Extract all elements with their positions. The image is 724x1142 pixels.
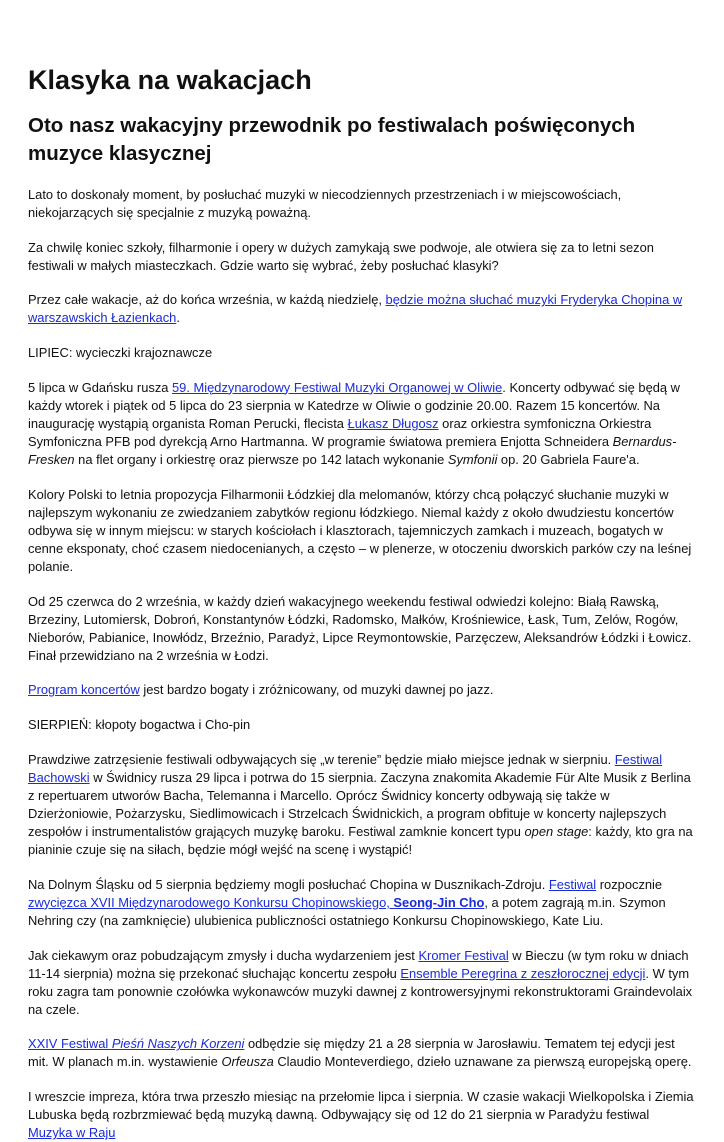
paragraph-intro: Lato to doskonały moment, by posłuchać muzyki w niecodziennych przestrzeniach i w miejscowościach, niekojarzących się specjalnie z muzyką poważną. [28,187,622,221]
paragraph-jaroslaw: XXIV Festiwal Pieśń Naszych Korzeni odbędzie się między 21 a 28 sierpnia w Jarosławiu. Tematem tej edycji jest mit. W planach m.in. wystawienie Orfeusza Claudio Monteverdiego, dzieło uznawane za pierwszą europejską operę. [28,1036,692,1070]
link-konkurs-winner[interactable]: zwycięzca XVII Międzynarodowego Konkursu Chopinowskiego, [28,894,394,910]
paragraph-kromer: Jak ciekawym oraz pobudzającym zmysły i ducha wydarzeniem jest Kromer Festival w Bieczu (w tym roku w dniach 11-14 sierpnia) można się przekonać słuchając koncertu zespołu Ensemble Peregrina z zeszłorocznej edycji. W tym roku zagra tam ponownie czołówka wykonawców muzyki dawnej z kontrowersyjnymi rekonstruktorami Graindevolaix na czele. [28,947,693,1017]
paragraph-program: Program koncertów jest bardzo bogaty i zróżnicowany, od muzyki dawnej po jazz. [28,682,494,698]
link-piesn-naszych-korzeni[interactable]: XXIV Festiwal Pieśń Naszych Korzeni [28,1036,245,1052]
paragraph-oliwa-festival: 5 lipca w Gdańsku rusza 59. Międzynarodowy Festiwal Muzyki Organowej w Oliwie. Koncerty odbywać się będą w każdy wtorek i piątek od 5 lipca do 23 sierpnia w Katedrze w Oliwie o godzinie 20.00. Razem 15 koncertów. Na inaugurację wystąpią organista Roman Perucki, flecista Łukasz Długosz oraz orkiestra symfoniczna Orkiestra Symfoniczna PFB pod dyrekcją Arno Hartmanna. W programie światowa premiera Enjotta Schneidera Bernardus-Fresken na flet organy i orkiestrę oraz pierwsze po 142 latach wykonanie Symfonii op. 20 Gabriela Faure'a. [28,379,680,468]
section-heading-july: LIPIEC: wycieczki krajoznawcze [28,345,213,361]
paragraph-season: Za chwilę koniec szkoły, filharmonie i opery w dużych zamykają swe podwoje, ale otwiera się za to letni sezon festiwali w małych miasteczkach. Gdzie warto się wybrać, żeby posłuchać klasyki? [28,239,654,273]
link-kromer-festival[interactable]: Kromer Festival [418,947,509,963]
link-lukasz-dlugosz[interactable]: Łukasz Długosz [347,415,439,431]
link-chopin-lazienki[interactable]: będzie można słuchać muzyki Fryderyka Chopina w warszawskich Łazienkach [28,292,683,326]
paragraph-muzyka-w-raju: I wreszcie impreza, która trwa przeszło miesiąc na przełomie lipca i sierpnia. W czasie wakacji Wielkopolska i Ziemia Lubuska będą rozbrzmiewać będą muzyką dawną. Odbywający się od 12 do 21 sierpnia w Paradyżu festiwal Muzyka w Raju [28,1089,694,1141]
paragraph-duszniki: Na Dolnym Śląsku od 5 sierpnia będziemy mogli posłuchać Chopina w Dusznikach-Zdroju. Festiwal rozpocznie zwycięzca XVII Międzynarodowego Konkursu Chopinowskiego, Seong-Jin Cho, a potem zagrają m.in. Szymon Nehring czy (na zamknięcie) ulubienica publiczności ostatniego Konkursu Chopinowskiego, Kate Liu. [28,876,666,928]
link-festiwal-duszniki[interactable]: Festiwal [548,876,597,892]
paragraph-tour-towns: Od 25 czerwca do 2 września, w każdy dzień wakacyjnego weekendu festiwal odwiedzi kolejno: Białą Rawską, Brzeziny, Lutomiersk, Dobroń, Konstantynów Łódzki, Radomsko, Małków, Krośniewice, Łask, Tum, Zelów, Rogów, Nieborów, Pabianice, Inowłódz, Brzeźnio, Paradyż, Lipce Reymontowskie, Parzęczew, Aleksandrów Łódzki i Łowicz. Finał przewidziano na 2 września w Łodzi. [28,593,692,663]
link-festiwal-bachowski[interactable]: Festiwal Bachowski [28,751,663,785]
paragraph-bach-festival: Prawdziwe zatrzęsienie festiwali odbywających się „w terenie” będzie miało miejsce jednak w sierpniu. Festiwal Bachowski w Świdnicy rusza 29 lipca i potrwa do 15 sierpnia. Zaczyna znakomita Akademie Für Alte Musik z Berlina z repertuarem utworów Bacha, Telemanna i Marcello. Oprócz Świdnicy koncerty odbywają się także w Dzierżoniowie, Pożarzysku, Siedlimowicach i Strzelcach Świdnickich, a program obfituje w koncerty najlepszych zespołów i instrumentalistów grających muzykę baroku. Festiwal zamknie koncert typu open stage: każdy, kto gra na pianinie czuje się na siłach, będzie mógł wejść na scenę i wystąpić! [28,751,693,858]
link-seong-jin-cho[interactable]: Seong-Jin Cho [393,894,485,910]
link-muzyka-w-raju[interactable]: Muzyka w Raju [28,1125,116,1141]
section-heading-august: SIERPIEŃ: kłopoty bogactwa i Cho-pin [28,717,251,733]
link-ensemble-peregrina[interactable]: Ensemble Peregrina z zeszłorocznej edycji [400,965,646,981]
page-title: Klasyka na wakacjach [28,65,312,95]
paragraph-chopin-lazienki: Przez całe wakacje, aż do końca września, w każdą niedzielę, będzie można słuchać muzyki Fryderyka Chopina w warszawskich Łazienkach. [28,292,683,326]
link-program-koncertow[interactable]: Program koncertów [28,682,140,698]
page-subtitle: Oto nasz wakacyjny przewodnik po festiwalach poświęconych muzyce klasycznej [28,114,636,165]
link-organ-festival-oliwa[interactable]: 59. Międzynarodowy Festiwal Muzyki Organowej w Oliwie [172,379,503,395]
paragraph-kolory-polski: Kolory Polski to letnia propozycja Filharmonii Łódzkiej dla melomanów, którzy chcą połączyć słuchanie muzyki w najlepszym wykonaniu ze zwiedzaniem zabytków regionu łódzkiego. Niemal każdy z około dwudziestu koncertów odbywa się w innym miejscu: w starych kościołach i klasztorach, tajemniczych zamkach i muzeach, bogatych w cenne eksponaty, choć czasem niedocenianych, a często – w plenerze, w otoczeniu dworskich parków czy na leśnej polanie. [28,486,692,574]
